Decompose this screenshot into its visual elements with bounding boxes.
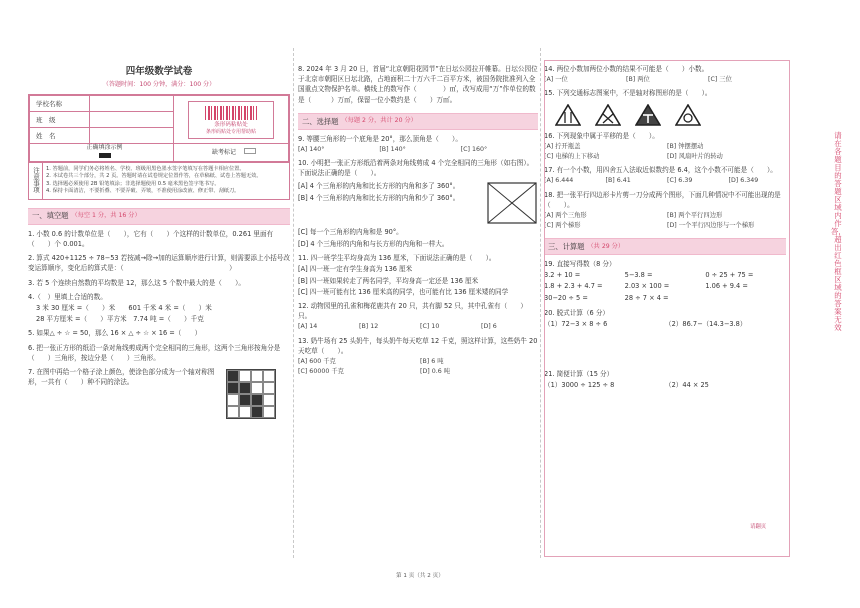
q12-option-a[interactable]: [A] 14	[298, 323, 318, 331]
missing-checkbox[interactable]	[244, 148, 256, 154]
q18-option-d[interactable]: [D] 一个平行四边形与一个梯形	[667, 222, 755, 230]
side-instruction: 请在各题目的答题区域内作答，超出红色框区域的答案无效	[831, 131, 846, 332]
barcode-icon	[205, 106, 257, 120]
question-12: 12. 动物园里的孔雀和梅花鹿共有 20 只，共有脚 52 只，其中孔雀有（ ）只。	[298, 302, 527, 321]
q14-option-a[interactable]: [A] 一位	[544, 76, 568, 84]
class-label: 班 级	[30, 112, 90, 128]
question-8: 8. 2024 年 3 月 20 日，首届“北京朝阳花园节”在日坛公园拉开帷幕。日坛公园位于北京市朝阳区日坛北路，占地面积二十万六千二百平方米，被国务院批准列入全国重点文物保护名单。横线上的数写作（ ）㎡，改写成用“万”作单位的数是（ ）万㎡，保留一位小数约是（ ）万㎡。	[298, 65, 538, 104]
section3-sub: （共 29 分）	[587, 242, 625, 250]
section2-title: 二、选择题	[302, 116, 339, 126]
q10-option-a[interactable]: [A] 4 个三角形的内角和比长方形的内角和多了 360°。	[298, 181, 460, 190]
question-4: 4.（ ）里填上合适的数。	[28, 292, 107, 301]
q17-option-a[interactable]: [A] 6.444	[544, 177, 574, 185]
column-2	[298, 64, 538, 376]
calc-item: 5−3.8 =	[624, 270, 653, 279]
q21-part-2: （2）44 × 25	[665, 381, 709, 390]
missing-label: 缺考标记	[211, 148, 236, 156]
question-1: 1. 小数 0.6 的计数单位是（ ），它有（ ）个这样的计数单位，0.261 里面有（ ）个 0.001。	[28, 229, 274, 248]
q11-option-a[interactable]: [A] 四一班一定有学生身高为 136 厘米	[298, 265, 413, 274]
section3-banner	[544, 238, 786, 255]
question-7-grid	[226, 369, 276, 419]
q14-option-c[interactable]: [C] 三位	[708, 76, 732, 84]
calc-item	[705, 293, 786, 305]
q12-option-b[interactable]: [B] 12	[359, 323, 379, 331]
school-field[interactable]	[90, 96, 174, 112]
calc-item: 30−20 ÷ 5 =	[544, 293, 588, 302]
exam-title: 四年级数学试卷	[125, 66, 193, 77]
exam-sheet	[28, 48, 814, 558]
q14-option-b[interactable]: [B] 两位	[626, 76, 650, 84]
name-label: 姓 名	[30, 128, 90, 144]
question-9: 9. 等腰三角形的一个底角是 20°，那么顶角是（ ）。	[298, 134, 462, 143]
calc-item: 0 ÷ 25 + 75 =	[705, 270, 754, 279]
note-item: 1. 答题前，同学们务必将姓名、学校、班级用黑色墨水签字笔填写在答题卡相应位置。	[46, 165, 245, 172]
q21-part-1: （1）3000 ÷ 125 ÷ 8	[544, 381, 615, 390]
question-6: 6. 把一张正方形的纸沿一条对角线剪成两个完全相同的三角形，这两个三角形按角分是（ ）三角形，按边分是（ ）三角形。	[28, 343, 281, 362]
question-11: 11. 四一班学生平均身高为 136 厘米，下面说法正确的是（ ）。	[298, 254, 496, 263]
section2-sub: （每题 2 分，共计 20 分）	[341, 117, 417, 125]
q18-option-c[interactable]: [C] 两个梯形	[544, 222, 581, 230]
q16-option-b[interactable]: [B] 钟摆摆动	[667, 142, 704, 150]
question-20: 20. 脱式计算（6 分）	[544, 309, 610, 318]
q16-option-d[interactable]: [D] 风扇叶片的转动	[667, 153, 723, 160]
section3-title: 三、计算题	[548, 242, 585, 252]
page-number: 第 1 页（共 2 页）	[396, 573, 444, 579]
question-3: 3. 若 5 个连续自然数的平均数是 12，那么这 5 个数中最大的是（ ）。	[28, 278, 245, 287]
barcode-label: 条形码粘贴处	[214, 121, 248, 128]
notes-box	[29, 162, 289, 199]
question-7: 7. 在图中再给一个格子涂上颜色，使涂色部分成为一个轴对称图形，一共有（ ）种不同的涂法。	[28, 368, 215, 387]
q10-option-d[interactable]: [D] 4 个三角形的内角和与长方形的内角和一样大。	[298, 239, 449, 248]
q15-option-d[interactable]	[672, 103, 704, 127]
q20-part-1: （1）72−3 × 8 ÷ 6	[544, 320, 608, 329]
q17-option-b[interactable]: [B] 6.41	[605, 177, 631, 185]
q20-answer-space[interactable]	[544, 329, 786, 365]
question-13: 13. 奶牛场有 25 头奶牛，每头奶牛每天吃草 12 千克，照这样计算，这些奶牛 20 天吃草（ ）。	[298, 336, 538, 355]
q9-option-b[interactable]: [B] 140°	[379, 146, 406, 154]
q18-option-b[interactable]: [B] 两个平行四边形	[667, 212, 723, 219]
q12-option-c[interactable]: [C] 10	[420, 323, 440, 331]
note-item: 2. 本试卷共三个部分，共 2 页。答题时请在试卷规定位置作答，在草稿纸、试卷上答题无效。	[46, 173, 262, 180]
question-5: 5. 如果△ ÷ ☆ = 50，那么 16 × △ ÷ ☆ × 16 =（ ）	[28, 329, 202, 338]
q11-option-b[interactable]: [B] 四一班如果转走了两名同学，平均身高一定还是 136 厘米	[298, 276, 479, 285]
question-14: 14. 两位小数加两位小数的结果不可能是（ ）小数。	[544, 65, 709, 73]
exam-meta: （答题时间：100 分钟，满分：100 分）	[102, 81, 216, 89]
column-1	[28, 64, 290, 419]
fill-example-label: 正确填涂示例	[86, 144, 123, 152]
q13-option-c[interactable]: [C] 60000 千克	[298, 368, 344, 376]
section2-banner	[298, 113, 538, 130]
name-field[interactable]	[90, 128, 174, 144]
q16-option-c[interactable]: [C] 电梯的上下移动	[544, 153, 600, 160]
question-4b: 28 平方厘米 =（ ）平方米 7.74 吨 =（ ）千克	[36, 315, 204, 324]
fill-example-mark	[99, 153, 111, 158]
note-item: 4. 保持卡面清洁，不要折叠、不要弄破、弄皱，不准使用涂改液、修正带、刮纸刀。	[46, 188, 240, 195]
q15-option-c[interactable]	[632, 103, 664, 127]
q19-grid	[544, 270, 786, 305]
q10-square-figure	[486, 181, 538, 225]
section1-sub: （每空 1 分，共 16 分）	[71, 212, 141, 220]
question-10: 10. 小明把一张正方形纸沿着两条对角线剪成 4 个完全相同的三角形（如右图）。下面说法正确的是（ ）。	[298, 159, 534, 178]
corner-mark: 请翻页	[750, 524, 767, 530]
q17-option-c[interactable]: [C] 6.39	[667, 177, 693, 185]
q16-option-a[interactable]: [A] 拧开瓶盖	[544, 142, 581, 150]
question-21: 21. 简便计算（15 分）	[544, 369, 614, 378]
calc-item: 3.2 + 10 =	[544, 270, 581, 279]
calc-item: 28 ÷ 7 × 4 =	[624, 293, 669, 302]
calc-item: 2.03 × 100 =	[624, 282, 670, 291]
calc-item: 1.06 + 9.4 =	[705, 282, 748, 291]
q13-option-a[interactable]: [A] 600 千克	[298, 358, 336, 366]
calc-item: 1.8 + 2.3 + 4.7 =	[544, 282, 603, 291]
q17-option-d[interactable]: [D] 6.349	[728, 177, 759, 185]
t-junction-sign-icon	[635, 104, 661, 126]
column-3	[544, 64, 786, 390]
fold-line-1	[293, 48, 294, 558]
crossroad-sign-icon	[595, 104, 621, 126]
q15-option-b[interactable]	[592, 103, 624, 127]
traffic-signs	[552, 103, 786, 127]
barcode-note: 条形码贴处专用帮助贴	[205, 129, 256, 136]
question-17: 17. 有一个小数，用四舍五入法取近似数约是 6.4，这个小数不可能是（ ）。	[544, 166, 777, 175]
q12-option-d[interactable]: [D] 6	[481, 323, 497, 331]
q20-part-2: （2）86.7−（14.3−3.8）	[665, 320, 747, 329]
question-2: 2. 算式 420+1125 ÷ 78−53 若按减→除→加的运算顺序进行计算，则需要添上小括号改变运算顺序，变化后的算式是：（ ）	[28, 254, 290, 273]
q15-option-a[interactable]	[552, 103, 584, 127]
class-field[interactable]	[90, 112, 174, 128]
question-4a: 3 米 30 厘米 =（ ）米 601 千米 4 米 =（ ）米	[36, 303, 212, 312]
q9-option-c[interactable]: [C] 160°	[460, 146, 488, 154]
q13-option-b[interactable]: [B] 6 吨	[420, 358, 444, 366]
q18-option-a[interactable]: [A] 两个三角形	[544, 212, 587, 219]
section1-title: 一、填空题	[32, 211, 69, 221]
q11-option-c[interactable]: [C] 四一班可能有比 136 厘米高的同学，也可能有比 136 厘米矮的同学	[298, 287, 509, 296]
fold-line-2	[540, 48, 541, 558]
roundabout-sign-icon	[675, 104, 701, 126]
info-box	[28, 94, 290, 199]
warning-sign-icon	[555, 104, 581, 126]
q10-option-c[interactable]: [C] 每一个三角形的内角和是 90°。	[298, 227, 403, 236]
section1-banner	[28, 208, 290, 225]
question-19: 19. 直接写得数（8 分）	[544, 260, 616, 269]
q10-option-b[interactable]: [B] 4 个三角形的内角和比长方形的内角和少了 360°。	[298, 193, 460, 202]
question-16: 16. 下列现象中属于平移的是（ ）。	[544, 131, 659, 140]
notes-label: 注意事项	[29, 163, 43, 199]
question-18: 18. 把一张平行四边形卡片剪一刀分成两个图形，下面几种情况中不可能出现的是（ ）。	[544, 190, 781, 209]
barcode-area	[188, 101, 274, 139]
q9-option-a[interactable]: [A] 140°	[298, 146, 325, 154]
school-label: 学校名称	[30, 96, 90, 112]
q13-option-d[interactable]: [D] 0.6 吨	[420, 368, 451, 376]
info-table	[29, 95, 289, 161]
question-15: 15. 下列交通标志图案中，不是轴对称图形的是（ ）。	[544, 89, 712, 98]
note-item: 3. 选择题必须使用 2B 铅笔填涂；非选择题使用 0.5 毫米黑色签字笔书写。	[46, 180, 220, 187]
